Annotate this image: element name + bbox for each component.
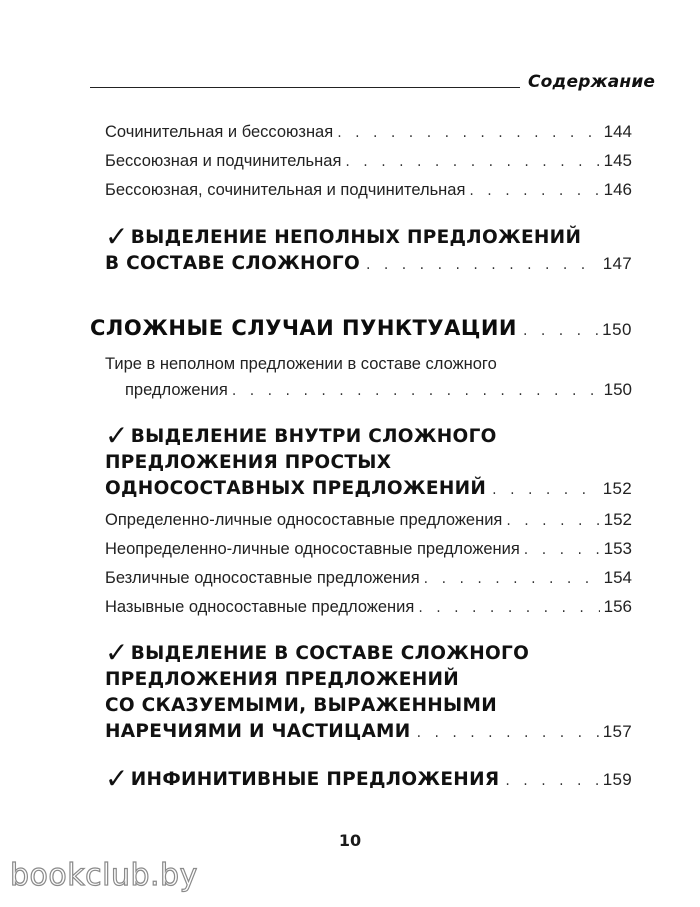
header-rule: [90, 87, 520, 88]
toc-entry[interactable]: [105, 352, 632, 404]
leader-dots: [469, 183, 599, 199]
toc-entry-page: 152: [603, 510, 632, 529]
leader-dots: [523, 323, 598, 339]
toc-entry-page: 153: [603, 539, 632, 558]
leader-dots: [345, 154, 599, 170]
toc-entry-label: Неопределенно-личные односоставные предложения: [105, 540, 520, 558]
toc-entry-page: 156: [603, 597, 632, 616]
leader-dots: [417, 720, 599, 746]
toc-entry-page: 150: [603, 380, 632, 399]
toc-entry[interactable]: [105, 539, 632, 559]
toc-entry-label: Безличные односоставные предложения: [105, 569, 420, 587]
checkmark-icon: ✓: [105, 636, 129, 669]
leader-dots: [418, 600, 599, 616]
toc-subsection[interactable]: [105, 637, 632, 746]
toc-entry-page: 145: [603, 151, 632, 170]
toc-subsection-title: ОДНОСОСТАВНЫХ ПРЕДЛОЖЕНИЙ: [105, 478, 487, 499]
leader-dots: [424, 571, 600, 587]
toc-subsection-title: ПРЕДЛОЖЕНИЯ ПРЕДЛОЖЕНИЙ: [105, 669, 460, 690]
checkmark-icon: ✓: [105, 762, 129, 795]
leader-dots: [492, 477, 599, 503]
toc-entry[interactable]: [105, 568, 632, 588]
toc-entry-label: Назывные односоставные предложения: [105, 598, 415, 616]
toc-subsection-title: ИНФИНИТИВНЫЕ ПРЕДЛОЖЕНИЯ: [130, 769, 500, 790]
toc-entry[interactable]: [105, 122, 632, 142]
leader-dots: [337, 125, 599, 141]
toc-entry-label: Бессоюзная и подчинительная: [105, 152, 342, 170]
toc-subsection-page: 157: [602, 722, 632, 741]
watermark: bookclub.by: [10, 858, 198, 893]
toc-subsection[interactable]: [105, 420, 632, 503]
toc-subsection-title: ВЫДЕЛЕНИЕ В СОСТАВЕ СЛОЖНОГО: [130, 643, 530, 664]
toc-subsection-title: ВЫДЕЛЕНИЕ ВНУТРИ СЛОЖНОГО: [130, 426, 497, 447]
leader-dots: [506, 513, 599, 529]
toc-subsection-page: 159: [602, 770, 632, 789]
toc-entry-page: 154: [603, 568, 632, 587]
toc-entry-page: 146: [603, 180, 632, 199]
toc-entry[interactable]: [105, 151, 632, 171]
toc-section-page: 150: [602, 320, 632, 339]
toc-entry-label: предложения: [125, 381, 228, 399]
toc-entry-label: Бессоюзная, сочинительная и подчинительная: [105, 181, 466, 199]
toc-subsection[interactable]: [105, 763, 632, 794]
page-header-title: Содержание: [528, 72, 656, 92]
checkmark-icon: ✓: [105, 220, 129, 253]
toc-entry[interactable]: [105, 597, 632, 617]
leader-dots: [366, 252, 599, 278]
page-number: 10: [338, 831, 362, 850]
toc-subsection-title: СО СКАЗУЕМЫМИ, ВЫРАЖЕННЫМИ: [105, 695, 497, 716]
toc-section-title: СЛОЖНЫЕ СЛУЧАИ ПУНКТУАЦИИ: [90, 316, 517, 340]
toc-section[interactable]: [90, 316, 632, 340]
toc-subsection-title: НАРЕЧИЯМИ И ЧАСТИЦАМИ: [105, 721, 411, 742]
toc-subsection-title: В СОСТАВЕ СЛОЖНОГО: [105, 253, 360, 274]
leader-dots: [232, 379, 600, 404]
toc-entry-label: Тире в неполном предложении в составе сложного: [105, 355, 497, 373]
toc-entry[interactable]: [105, 180, 632, 200]
checkmark-icon: ✓: [105, 419, 129, 452]
toc-entry-page: 144: [603, 122, 632, 141]
toc-subsection[interactable]: [105, 221, 632, 278]
toc-subsection-title: ВЫДЕЛЕНИЕ НЕПОЛНЫХ ПРЕДЛОЖЕНИЙ: [130, 227, 582, 248]
toc-entry[interactable]: [105, 510, 632, 530]
toc-entry-label: Определенно-личные односоставные предложения: [105, 511, 503, 529]
toc-subsection-page: 152: [602, 479, 632, 498]
leader-dots: [524, 542, 600, 558]
toc-subsection-title: ПРЕДЛОЖЕНИЯ ПРОСТЫХ: [105, 452, 392, 473]
toc-entry-label: Сочинительная и бессоюзная: [105, 123, 334, 141]
toc-subsection-page: 147: [602, 254, 632, 273]
leader-dots: [505, 768, 598, 794]
